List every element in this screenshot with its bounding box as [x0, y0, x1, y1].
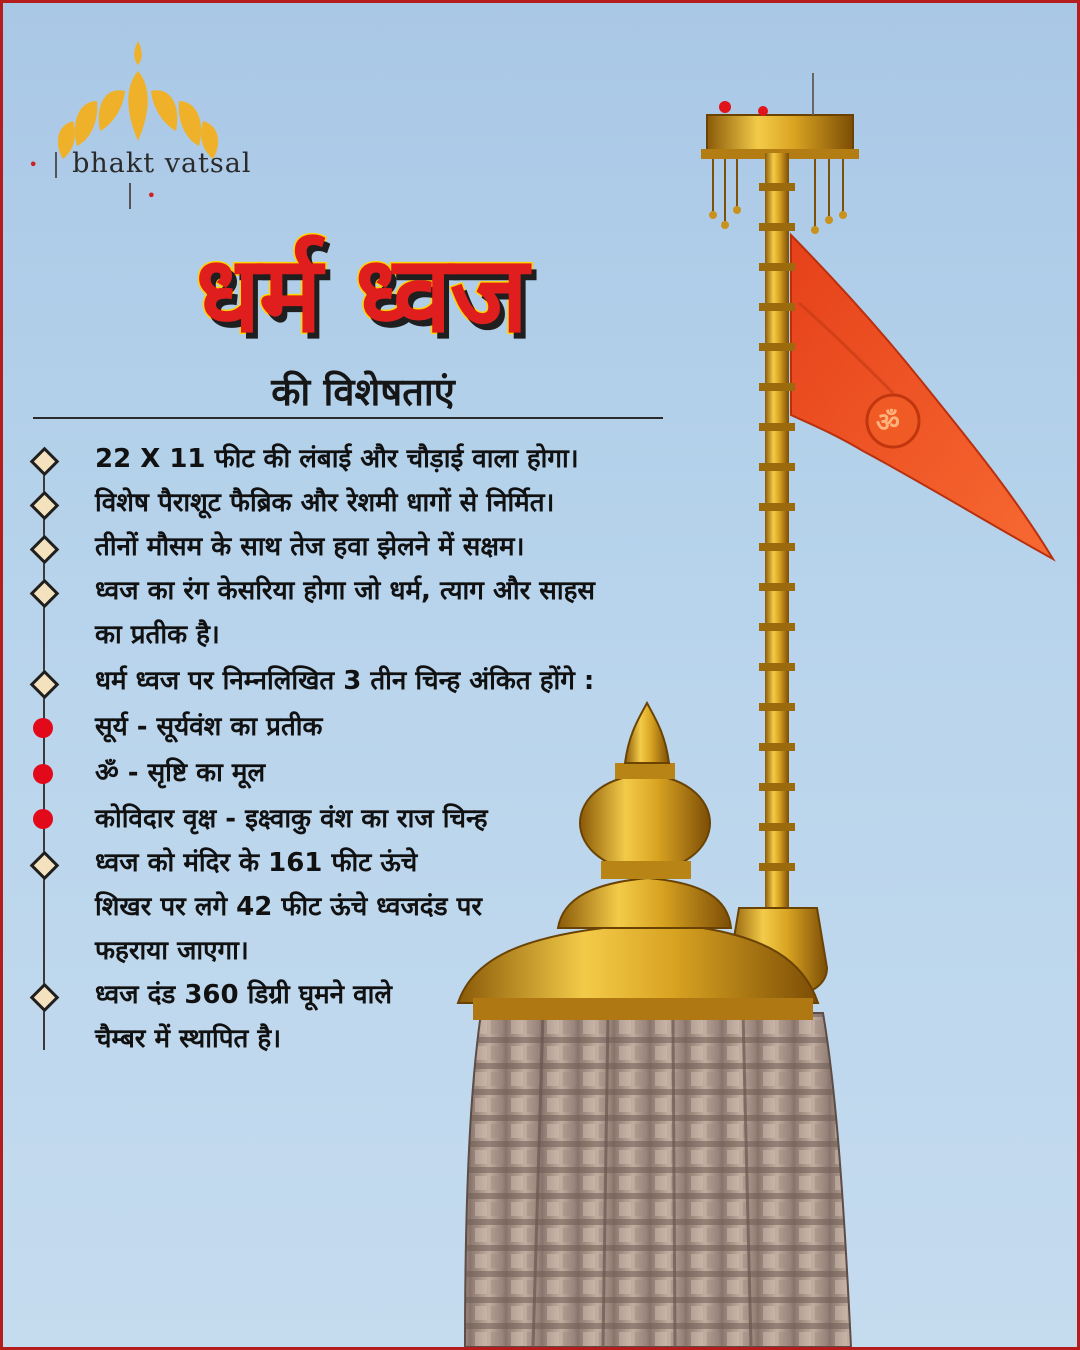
saffron-flag [791, 235, 1053, 559]
page-subtitle: की विशेषताएं [271, 370, 455, 414]
list-item [95, 481, 554, 525]
list-item [95, 659, 594, 703]
brand-name [25, 148, 255, 210]
red-dot-bullet-icon [33, 764, 53, 784]
list-item-line: शिखर पर लगे 42 फीट ऊंचे ध्वजदंड पर [95, 892, 482, 922]
list-item-line: 22 X 11 फीट की लंबाई और चौड़ाई वाला होगा। [95, 444, 579, 474]
list-item [95, 437, 579, 481]
red-dot-bullet-icon [33, 718, 53, 738]
list-item-line: ॐ - सृष्टि का मूल [95, 758, 266, 788]
list-item-line: ध्वज का रंग केसरिया होगा जो धर्म, त्याग और साहस [95, 576, 595, 606]
temple-shikhara [465, 1013, 851, 1347]
page-title: धर्म ध्वज [195, 233, 527, 356]
list-item [95, 797, 488, 841]
list-item-line: विशेष पैराशूट फैब्रिक और रेशमी धागों से निर्मित। [95, 488, 555, 518]
list-item-line: ध्वज को मंदिर के 161 फीट ऊंचे [95, 848, 418, 878]
list-item-line: का प्रतीक है। [95, 620, 220, 650]
list-item [95, 525, 524, 569]
list-item-line: सूर्य - सूर्यवंश का प्रतीक [95, 712, 323, 742]
brand-dot-right: • [146, 186, 158, 205]
brand-label: bhakt vatsal [72, 148, 252, 179]
list-item-line: तीनों मौसम के साथ तेज हवा झेलने में सक्षम। [95, 532, 525, 562]
om-symbol-icon: ॐ [876, 408, 900, 438]
brand-bar-right [129, 183, 131, 209]
list-item-line: ध्वज दंड 360 डिग्री घूमने वाले [95, 980, 392, 1010]
list-item [95, 973, 392, 1061]
list-item-line: चैम्बर में स्थापित है। [95, 1024, 282, 1054]
list-item-line: फहराया जाएगा। [95, 936, 249, 966]
brand-dot-left: • [28, 155, 39, 174]
list-item-line: कोविदार वृक्ष - इक्ष्वाकु वंश का राज चिन्ह [95, 804, 488, 834]
list-item [95, 569, 595, 657]
list-item-line: धर्म ध्वज पर निम्नलिखित 3 तीन चिन्ह अंकित होंगे : [95, 666, 595, 696]
list-item [95, 841, 482, 973]
divider [33, 417, 663, 419]
red-dot-bullet-icon [33, 809, 53, 829]
list-item [95, 751, 265, 795]
list-item [95, 705, 322, 749]
brand-bar-left [55, 152, 57, 178]
